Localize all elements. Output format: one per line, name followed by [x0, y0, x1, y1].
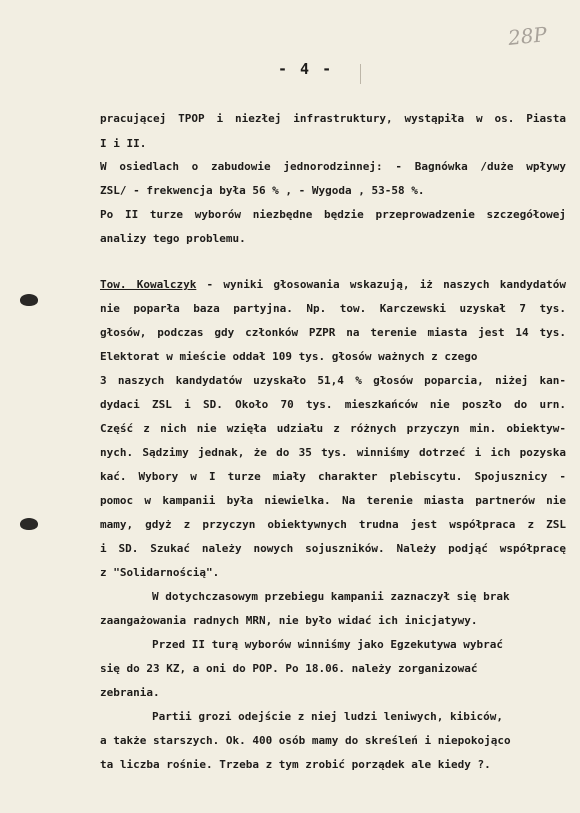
text-line: analizy tego problemu. — [100, 232, 246, 245]
text-line: głosów, podczas gdy członków PZPR na terenie miasta jest 14 tys. — [100, 326, 566, 339]
text-line: kać. Wybory w I turze miały charakter plebiscytu. Spojusznicy - — [100, 470, 566, 483]
text-line: Część z nich nie wzięła udziału z różnych przyczyn min. obiektyw- — [100, 422, 566, 435]
text-line: Elektorat w mieście oddał 109 tys. głosów ważnych z czego — [100, 350, 478, 363]
margin-mark — [360, 64, 361, 84]
text-line: nie poparła baza partyjna. Np. tow. Karczewski uzyskał 7 tys. — [100, 302, 566, 315]
text-line: wyniki głosowania wskazują, iż naszych kandydatów — [223, 278, 566, 291]
text-line: Przed II turą wyborów winniśmy jako Egzekutywa wybrać — [152, 638, 503, 651]
text-line: dydaci ZSL i SD. Około 70 tys. mieszkańców nie poszło do urn. — [100, 398, 566, 411]
text-line: I i II. — [100, 137, 147, 150]
text-line: i SD. Szukać należy nowych sojuszników. Należy podjąć współpracę — [100, 542, 566, 555]
text-line: nych. Sądzimy jednak, że do 35 tys. winniśmy dotrzeć i ich pozyska — [100, 446, 566, 459]
speaker-separator: - — [196, 278, 224, 291]
text-line: 3 naszych kandydatów uzyskało 51,4 % głosów poparcia, niżej kan- — [100, 374, 566, 387]
text-line: W osiedlach o zabudowie jednorodzinnej: - Bagnówka /duże wpływy — [100, 160, 566, 173]
page-number: - 4 - — [278, 60, 334, 78]
text-line: ZSL/ - frekwencja była 56 % , - Wygoda , 53-58 %. — [100, 184, 425, 197]
text-line: zebrania. — [100, 686, 160, 699]
text-line: z "Solidarnością". — [100, 566, 220, 579]
text-line: mamy, gdyż z przyczyn obiektywnych trudna jest współpraca z ZSL — [100, 518, 566, 531]
text-line: Po II turze wyborów niezbędne będzie przeprowadzenie szczegółowej — [100, 208, 566, 221]
text-line: się do 23 KZ, a oni do POP. Po 18.06. należy zorganizować — [100, 662, 478, 675]
speaker-paragraph-first-line — [100, 278, 566, 292]
text-line: zaangażowania radnych MRN, nie było widać ich inicjatywy. — [100, 614, 478, 627]
text-line: pracującej TPOP i niezłej infrastruktury, wystąpiła w os. Piasta — [100, 112, 566, 125]
text-line: Partii grozi odejście z niej ludzi leniwych, kibiców, — [152, 710, 503, 723]
punch-hole — [20, 518, 38, 530]
speaker-name: Tow. Kowalczyk — [100, 278, 197, 291]
text-line: a także starszych. Ok. 400 osób mamy do skreśleń i niepokojąco — [100, 734, 511, 747]
text-line: ta liczba rośnie. Trzeba z tym zrobić porządek ale kiedy ?. — [100, 758, 491, 771]
text-line: W dotychczasowym przebiegu kampanii zaznaczył się brak — [152, 590, 510, 603]
handwritten-page-number: 28P — [506, 22, 549, 50]
punch-hole — [20, 294, 38, 306]
text-line: pomoc w kampanii była niewielka. Na terenie miasta partnerów nie — [100, 494, 566, 507]
